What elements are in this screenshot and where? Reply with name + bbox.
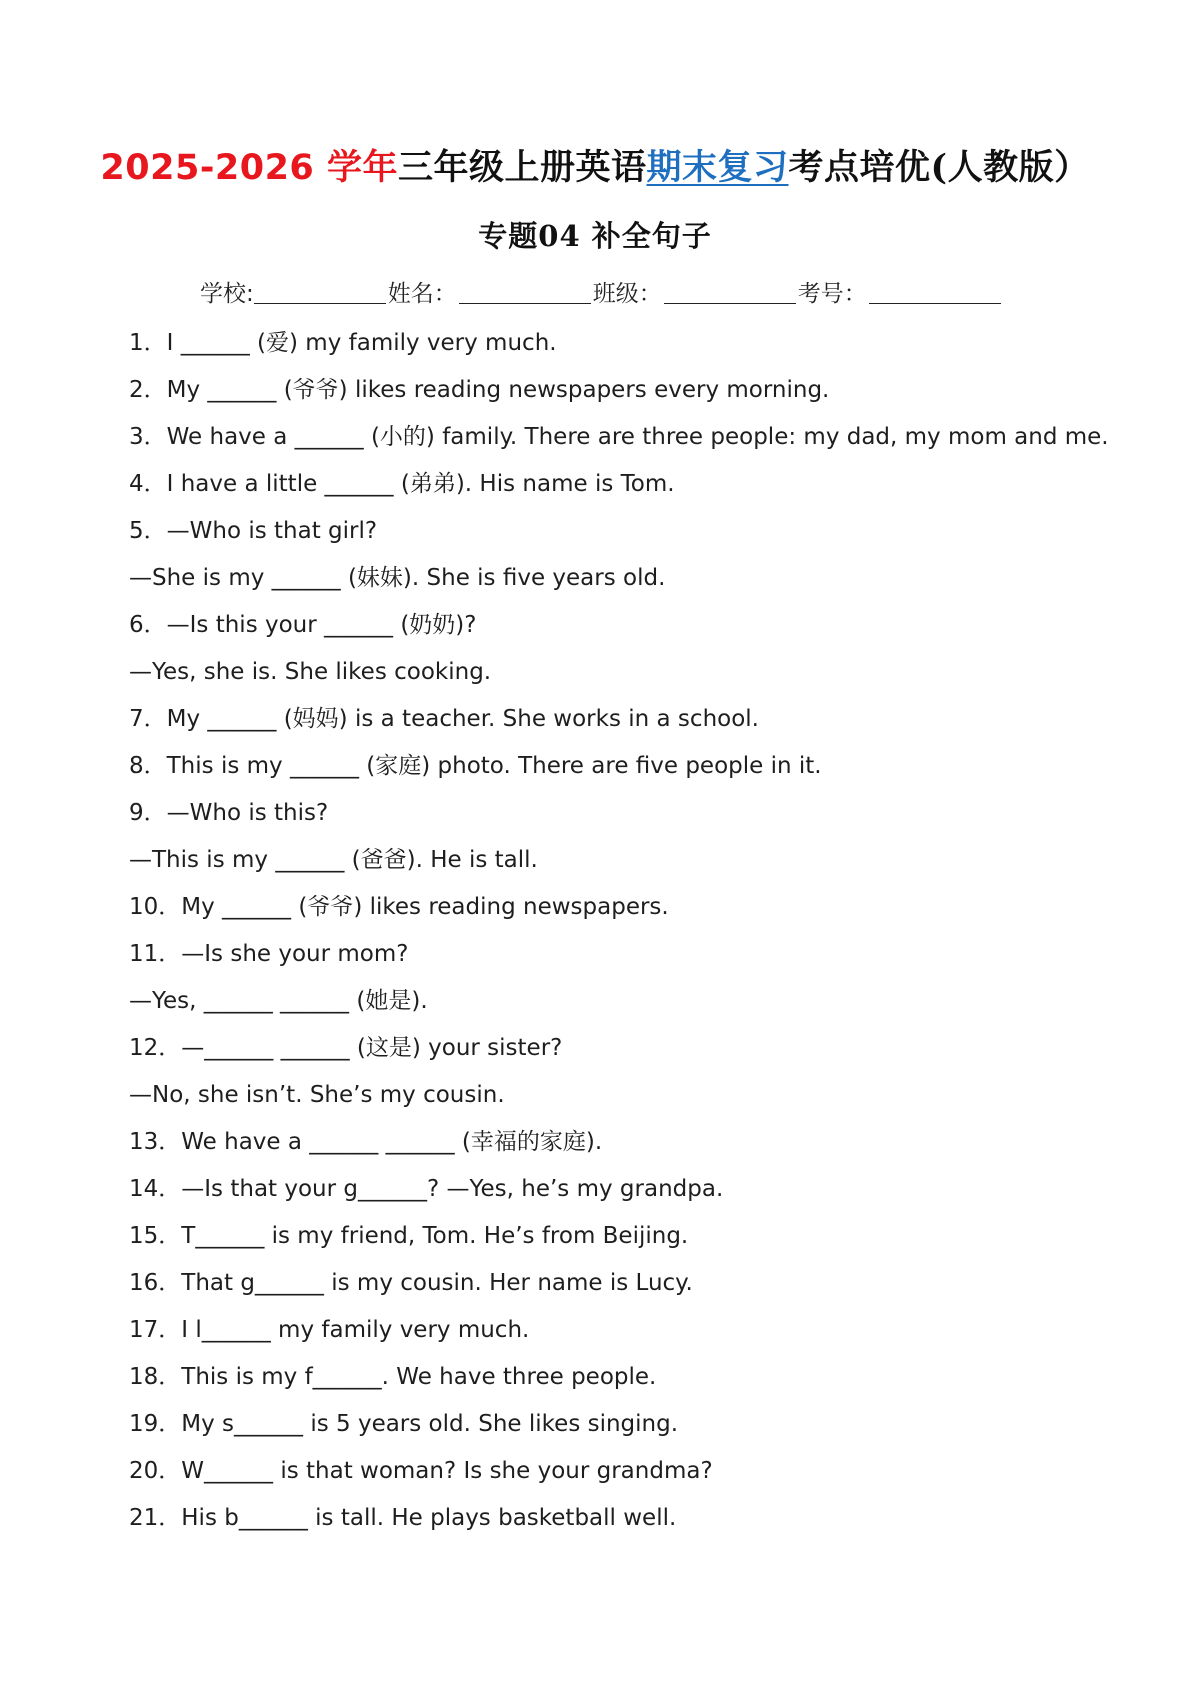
- question-line: 14．—Is that your g______? —Yes, he’s my grandpa.: [129, 1176, 724, 1202]
- question-line: 21．His b______ is tall. He plays basketball well.: [129, 1505, 677, 1531]
- question-line: 5．—Who is that girl?: [129, 518, 378, 544]
- name-field[interactable]: [459, 281, 591, 304]
- question-line: 4．I have a little ______ (弟弟). His name is Tom.: [129, 471, 675, 497]
- page-title: [0, 140, 1190, 190]
- page-subtitle: 专题04 补全句子: [478, 219, 712, 253]
- question-line: 16．That g______ is my cousin. Her name is Lucy.: [129, 1270, 693, 1296]
- school-field[interactable]: [254, 281, 386, 304]
- name-label: 姓名：: [387, 281, 457, 307]
- title-school-year: 学年: [326, 148, 398, 188]
- question-line: 7．My ______ (妈妈) is a teacher. She works in a school.: [129, 706, 759, 732]
- question-line: 6．—Is this your ______ (奶奶)?: [129, 612, 477, 638]
- question-line: —She is my ______ (妹妹). She is five years old.: [129, 565, 666, 591]
- question-line: 11．—Is she your mom?: [129, 941, 409, 967]
- question-line: 19．My s______ is 5 years old. She likes singing.: [129, 1411, 679, 1437]
- question-line: 12．—______ ______ (这是) your sister?: [129, 1035, 563, 1061]
- exam-number-field[interactable]: [869, 281, 1001, 304]
- school-label: 学校:: [200, 281, 254, 307]
- title-grade-subject: 三年级上册英语: [397, 147, 647, 188]
- question-line: —Yes, ______ ______ (她是).: [129, 988, 428, 1014]
- title-years: 2025-2026: [100, 148, 327, 188]
- title-edition: 考点培优(人教版）: [788, 147, 1090, 188]
- question-line: 9．—Who is this?: [129, 800, 329, 826]
- question-list: [129, 320, 1129, 1542]
- question-line: —This is my ______ (爸爸). He is tall.: [129, 847, 538, 873]
- question-line: —No, she isn’t. She’s my cousin.: [129, 1082, 505, 1108]
- question-line: 3．We have a ______ (小的) family. There are three people: my dad, my mom and me.: [129, 424, 1109, 450]
- question-line: 18．This is my f______. We have three people.: [129, 1364, 657, 1390]
- question-line: 2．My ______ (爷爷) likes reading newspapers every morning.: [129, 377, 830, 403]
- class-field[interactable]: [664, 281, 796, 304]
- student-info-row: [200, 275, 1003, 308]
- question-line: —Yes, she is. She likes cooking.: [129, 659, 492, 685]
- question-line: 8．This is my ______ (家庭) photo. There are five people in it.: [129, 753, 822, 779]
- exam-number-label: 考号：: [797, 281, 867, 307]
- class-label: 班级：: [592, 281, 662, 307]
- question-line: 10．My ______ (爷爷) likes reading newspapers.: [129, 894, 669, 920]
- question-line: 17．I l______ my family very much.: [129, 1317, 530, 1343]
- title-final-review: 期末复习: [646, 147, 789, 188]
- question-line: 15．T______ is my friend, Tom. He’s from Beijing.: [129, 1223, 689, 1249]
- question-line: 1．I ______ (爱) my family very much.: [129, 330, 557, 356]
- question-line: 13．We have a ______ ______ (幸福的家庭).: [129, 1129, 603, 1155]
- question-line: 20．W______ is that woman? Is she your grandma?: [129, 1458, 713, 1484]
